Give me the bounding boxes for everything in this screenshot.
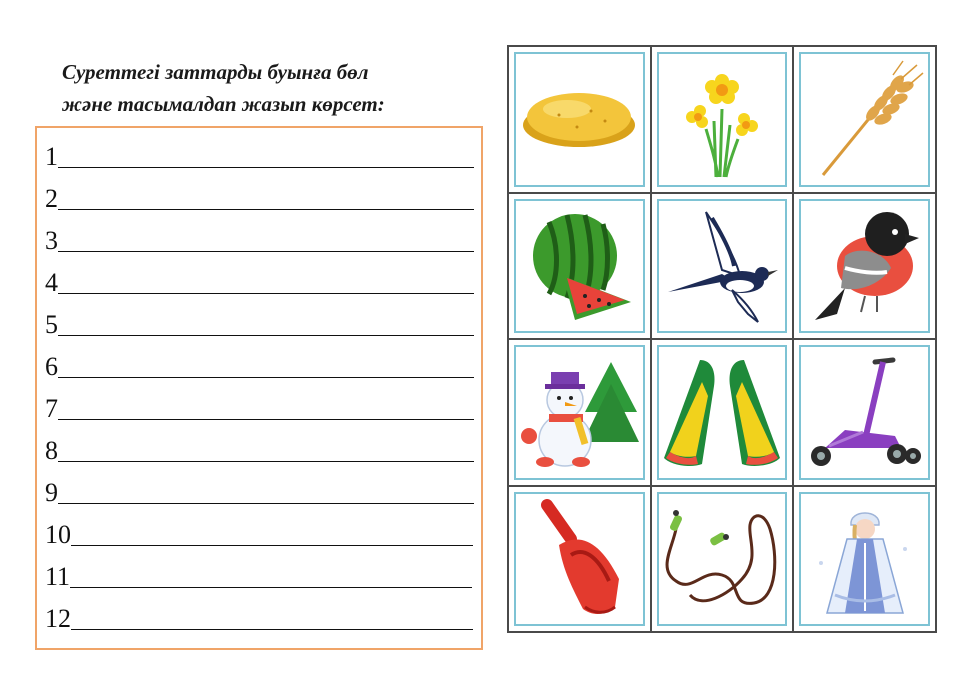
answer-line-rule (71, 629, 473, 630)
scooter-icon (805, 352, 925, 472)
answer-line-rule (58, 461, 474, 462)
answer-line-number: 5 (45, 310, 58, 339)
picture-frame (514, 492, 645, 627)
answer-line-number: 4 (45, 268, 58, 297)
answer-line-number: 12 (45, 604, 71, 633)
magpie-icon (662, 206, 782, 326)
picture-frame (799, 52, 930, 187)
picture-frame (514, 52, 645, 187)
answer-box (35, 126, 483, 650)
answer-line-rule (58, 251, 474, 252)
picture-frame (514, 199, 645, 334)
answer-line-number: 7 (45, 394, 58, 423)
bullfinch-icon (805, 206, 925, 326)
picture-frame (799, 199, 930, 334)
picture-cell (794, 47, 935, 192)
answer-line-rule (58, 377, 474, 378)
answer-line-rule (71, 545, 473, 546)
answer-line-rule (58, 167, 474, 168)
answer-line[interactable] (45, 264, 474, 296)
wheat-icon (805, 59, 925, 179)
answer-line-number: 11 (45, 562, 71, 591)
answer-line-number: 1 (45, 142, 58, 171)
instruction-line-2: және тасымалдап жазып көрсет: (62, 92, 385, 116)
picture-cell (509, 340, 650, 485)
picture-cell (794, 487, 935, 632)
snow-maiden-icon (805, 499, 925, 619)
daffodil-icon (662, 59, 782, 179)
picture-cell (652, 340, 793, 485)
answer-line[interactable] (45, 180, 474, 212)
picture-cell (652, 487, 793, 632)
answer-line[interactable] (45, 600, 473, 632)
picture-cell (509, 487, 650, 632)
answer-line[interactable] (45, 138, 474, 170)
picture-frame (799, 492, 930, 627)
answer-line[interactable] (45, 558, 472, 590)
picture-cell (652, 47, 793, 192)
scoop-icon (519, 499, 639, 619)
answer-line-rule (58, 335, 474, 336)
answer-line-number: 6 (45, 352, 58, 381)
picture-frame (514, 345, 645, 480)
answer-line[interactable] (45, 306, 474, 338)
watermelon-icon (519, 206, 639, 326)
picture-frame (657, 52, 788, 187)
snowman-icon (519, 352, 639, 472)
answer-line-number: 8 (45, 436, 58, 465)
answer-line-rule (58, 209, 474, 210)
answer-line[interactable] (45, 474, 474, 506)
instruction-line-1: Суреттегі заттарды буынға бөл (62, 60, 369, 84)
answer-line-rule (58, 503, 474, 504)
answer-line[interactable] (45, 516, 473, 548)
answer-line-number: 9 (45, 478, 58, 507)
answer-line[interactable] (45, 432, 474, 464)
picture-frame (799, 345, 930, 480)
picture-cell (509, 194, 650, 339)
bread-icon (519, 59, 639, 179)
picture-cell (794, 194, 935, 339)
picture-frame (657, 492, 788, 627)
answer-line[interactable] (45, 222, 474, 254)
flippers-icon (662, 352, 782, 472)
picture-cell (509, 47, 650, 192)
picture-grid (507, 45, 937, 633)
picture-frame (657, 199, 788, 334)
picture-cell (652, 194, 793, 339)
answer-line-rule (70, 587, 472, 588)
answer-line[interactable] (45, 348, 474, 380)
answer-line[interactable] (45, 390, 474, 422)
instruction-title (62, 56, 482, 120)
picture-cell (794, 340, 935, 485)
answer-line-rule (58, 293, 474, 294)
answer-line-number: 2 (45, 184, 58, 213)
answer-line-number: 10 (45, 520, 71, 549)
picture-frame (657, 345, 788, 480)
jump-rope-icon (662, 499, 782, 619)
answer-line-rule (58, 419, 474, 420)
answer-line-number: 3 (45, 226, 58, 255)
